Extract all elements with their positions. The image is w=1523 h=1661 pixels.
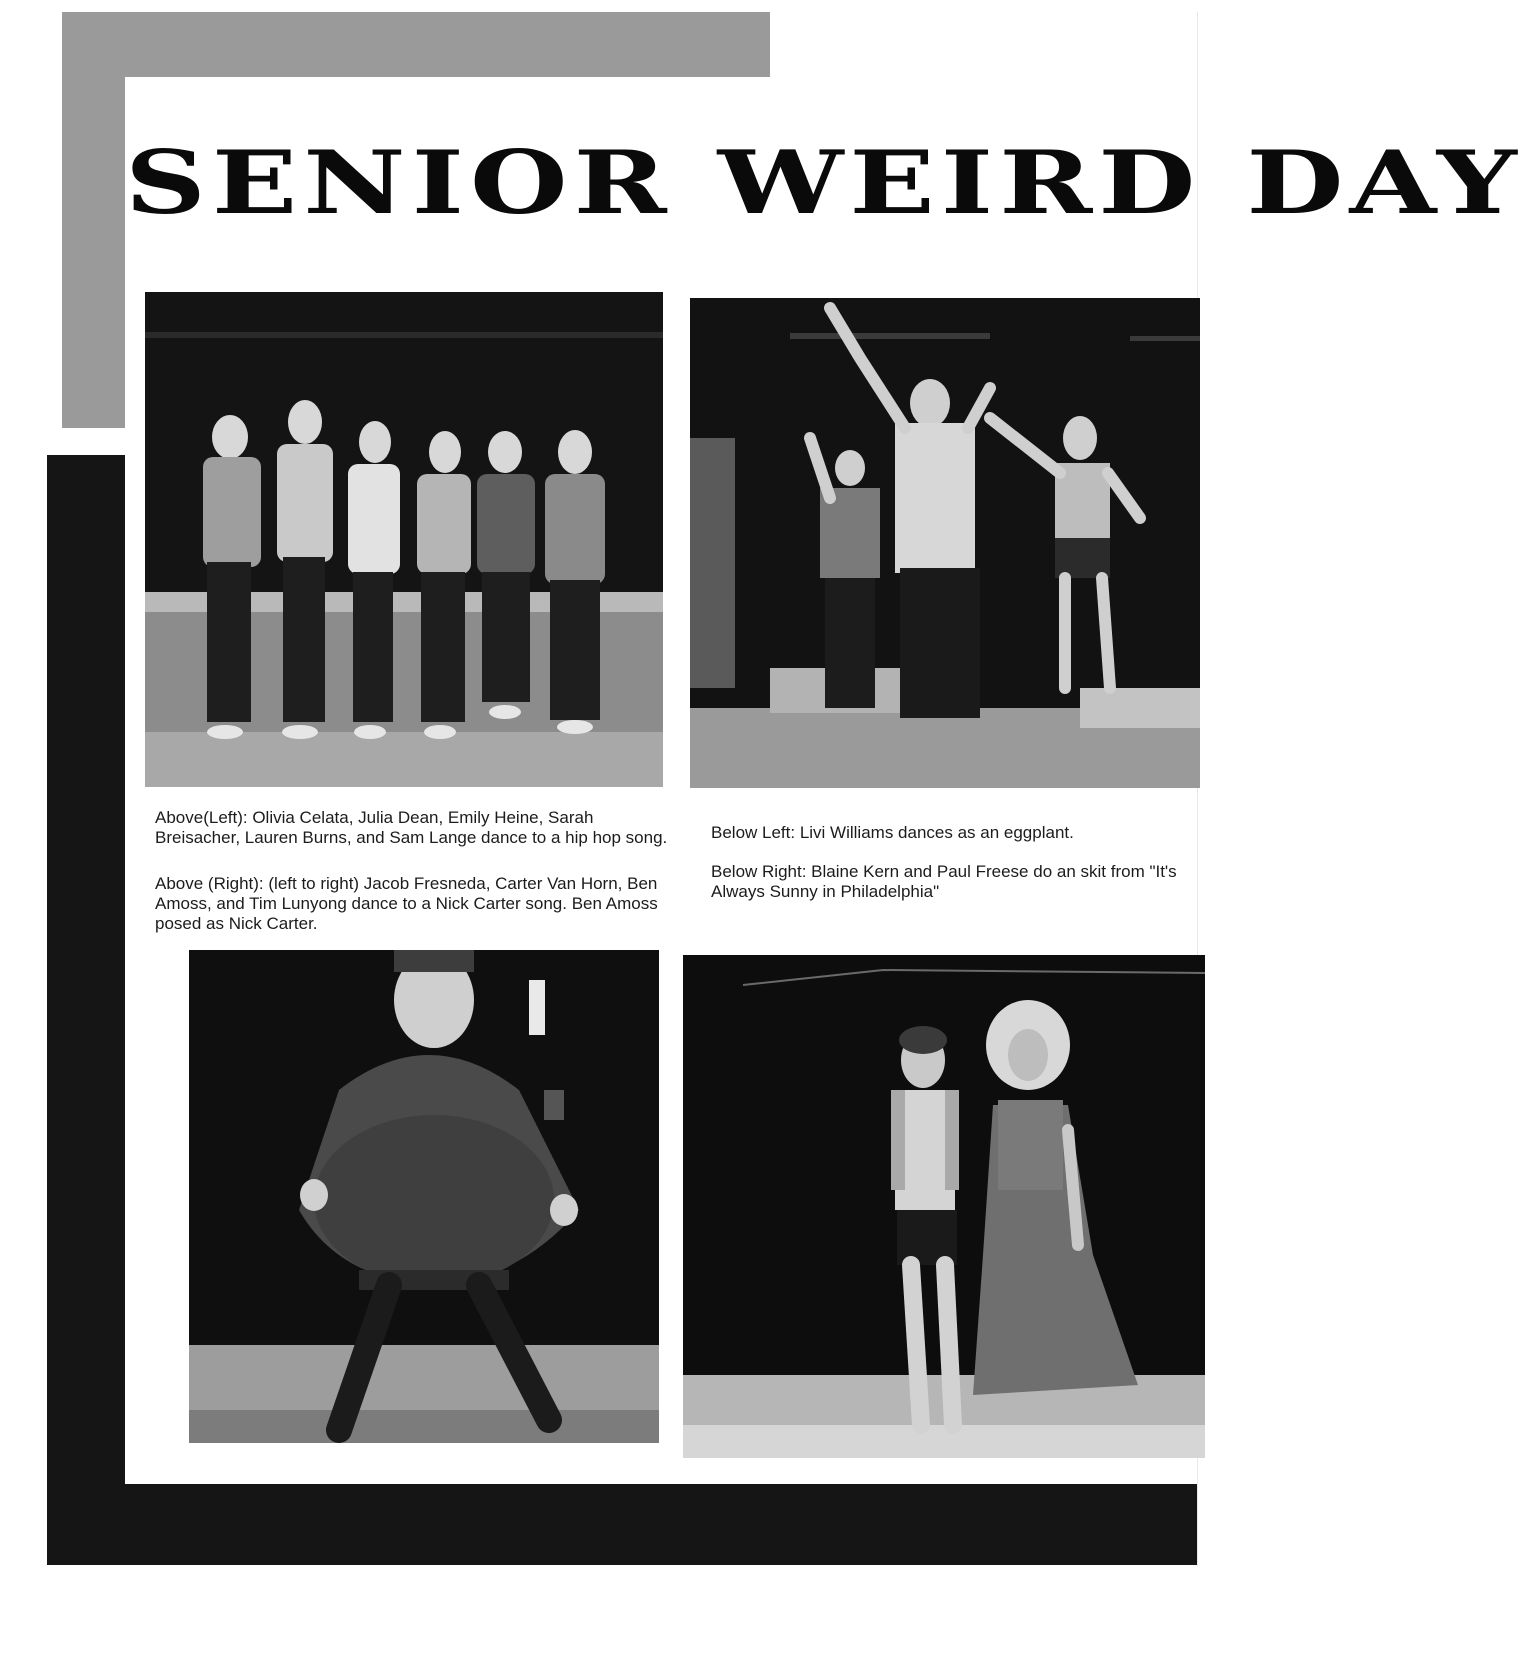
photo-girls-group xyxy=(145,292,663,787)
photo-sunny-skit xyxy=(683,955,1205,1458)
page-title: SENIOR WEIRD DAY xyxy=(125,132,1523,235)
photo-eggplant-dancer xyxy=(189,950,659,1443)
caption-below-left: Below Left: Livi Williams dances as an eggplant. xyxy=(711,823,1074,842)
caption-above-left: Above(Left): Olivia Celata, Julia Dean, Emily Heine, Sarah Breisacher, Lauren Burns, and Sam Lange dance to a hip hop song. xyxy=(155,808,668,847)
caption-above-right: Above (Right): (left to right) Jacob Fresneda, Carter Van Horn, Ben Amoss, and Tim Lunyong dance to a Nick Carter song. Ben Amoss posed as Nick Carter. xyxy=(155,874,658,933)
photo-boys-dancing xyxy=(690,298,1200,788)
caption-below-right: Below Right: Blaine Kern and Paul Freese do an skit from "It's Always Sunny in Philadelphia" xyxy=(711,862,1177,901)
